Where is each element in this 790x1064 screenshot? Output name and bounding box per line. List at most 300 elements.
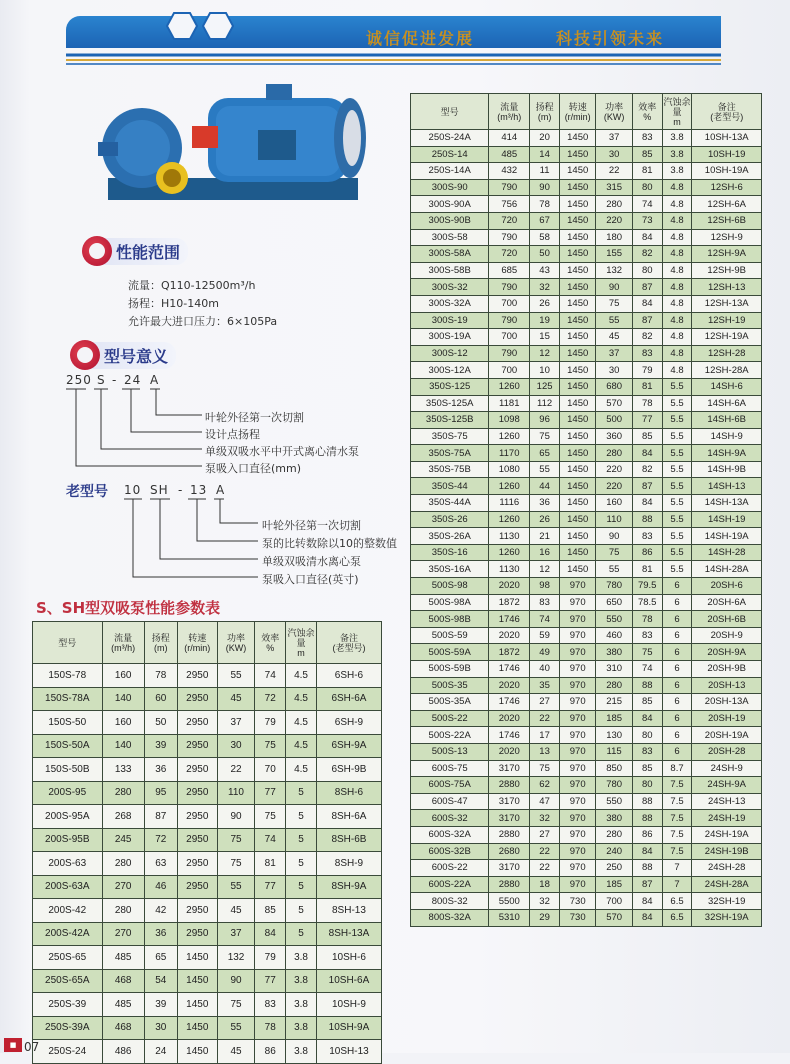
table-cell: 2950 xyxy=(177,922,217,946)
table-cell: 83 xyxy=(632,627,662,644)
table-cell: 150S-50B xyxy=(33,758,103,782)
table-cell: 7.5 xyxy=(662,843,692,860)
old-explanation: 泵吸入口直径(英寸) xyxy=(262,573,359,586)
table-cell: 81 xyxy=(632,561,662,578)
table-cell: 84 xyxy=(632,445,662,462)
table-cell: 970 xyxy=(559,860,595,877)
table-cell: 37 xyxy=(596,130,632,147)
table-cell: 970 xyxy=(559,793,595,810)
table-cell: 3.8 xyxy=(286,969,317,993)
table-cell: 5.5 xyxy=(662,445,692,462)
table-cell: 468 xyxy=(102,1016,144,1040)
circle-bullet-icon xyxy=(70,340,100,370)
table-cell: 84 xyxy=(632,909,662,926)
table-cell: 280 xyxy=(596,445,632,462)
table-cell: 1450 xyxy=(559,428,595,445)
table-cell: 130 xyxy=(596,727,632,744)
table-cell: 10SH-13A xyxy=(692,130,762,147)
table-cell: 1450 xyxy=(559,395,595,412)
table-cell: 2020 xyxy=(489,710,530,727)
table-row xyxy=(411,843,762,860)
table-cell: 13 xyxy=(530,743,560,760)
old-model-part: 13 xyxy=(190,483,208,497)
table-cell: 970 xyxy=(559,727,595,744)
table-cell: 10SH-19 xyxy=(692,146,762,163)
table-cell: 1450 xyxy=(559,345,595,362)
header-lines xyxy=(66,52,721,66)
table-cell: 700 xyxy=(489,329,530,346)
table-cell: 200S-95 xyxy=(33,781,103,805)
table-cell: 83 xyxy=(632,345,662,362)
table-cell: 300S-90 xyxy=(411,179,489,196)
table-cell: 680 xyxy=(596,378,632,395)
col-npsh: 汽蚀余量 m xyxy=(662,94,692,130)
col-model: 型号 xyxy=(411,94,489,130)
table-row xyxy=(411,262,762,279)
table-cell: 360 xyxy=(596,428,632,445)
table-cell: 55 xyxy=(530,461,560,478)
spec-head: 扬程：H10-140m xyxy=(128,297,219,310)
table-cell: 75 xyxy=(217,993,255,1017)
table-row xyxy=(33,781,382,805)
table-cell: 780 xyxy=(596,578,632,595)
table-cell: 24SH-9 xyxy=(692,760,762,777)
table-cell: 790 xyxy=(489,179,530,196)
table-cell: 220 xyxy=(596,478,632,495)
table-cell: 22 xyxy=(530,860,560,877)
table-cell: 5 xyxy=(286,899,317,923)
table-cell: 350S-44 xyxy=(411,478,489,495)
table-row xyxy=(411,461,762,478)
table-cell: 5500 xyxy=(489,893,530,910)
table-cell: 24SH-19 xyxy=(692,810,762,827)
performance-table-left xyxy=(32,621,382,1064)
col-speed: 转速 (r/min) xyxy=(177,622,217,664)
table-cell: 2880 xyxy=(489,826,530,843)
table-cell: 486 xyxy=(102,1040,144,1064)
table-cell: 200S-63 xyxy=(33,852,103,876)
table-cell: 6 xyxy=(662,694,692,711)
table-row xyxy=(33,1040,382,1064)
table-cell: 970 xyxy=(559,644,595,661)
table-cell: 78 xyxy=(255,1016,286,1040)
table-cell: 500 xyxy=(596,412,632,429)
table-cell: 72 xyxy=(144,828,177,852)
table-cell: 12SH-9A xyxy=(692,246,762,263)
table-cell: 300S-58 xyxy=(411,229,489,246)
table-cell: 1450 xyxy=(559,196,595,213)
table-cell: 600S-75 xyxy=(411,760,489,777)
table-cell: 270 xyxy=(102,922,144,946)
model-part: 250 xyxy=(66,373,92,387)
table-cell: 250S-14 xyxy=(411,146,489,163)
table-cell: 310 xyxy=(596,661,632,678)
table-cell: 87 xyxy=(632,478,662,495)
table-cell: 5 xyxy=(286,805,317,829)
table-row xyxy=(33,758,382,782)
table-cell: 1260 xyxy=(489,478,530,495)
table-cell: 12SH-6 xyxy=(692,179,762,196)
table-cell: 11 xyxy=(530,163,560,180)
page-badge-icon: ■ xyxy=(4,1038,22,1052)
table-cell: 45 xyxy=(217,1040,255,1064)
table-cell: 800S-32A xyxy=(411,909,489,926)
table-row xyxy=(411,544,762,561)
table-cell: 12SH-6B xyxy=(692,212,762,229)
table-cell: 81 xyxy=(632,378,662,395)
table-cell: 20SH-6B xyxy=(692,611,762,628)
table-cell: 30 xyxy=(596,146,632,163)
table-cell: 43 xyxy=(530,262,560,279)
table-cell: 79 xyxy=(255,711,286,735)
table-cell: 5.5 xyxy=(662,511,692,528)
table-cell: 30 xyxy=(596,362,632,379)
table-cell: 26 xyxy=(530,511,560,528)
table-cell: 300S-90A xyxy=(411,196,489,213)
table-cell: 1450 xyxy=(559,445,595,462)
table-cell: 350S-125 xyxy=(411,378,489,395)
table-cell: 300S-32A xyxy=(411,295,489,312)
table-cell: 29 xyxy=(530,909,560,926)
table-cell: 84 xyxy=(632,710,662,727)
table-cell: 1450 xyxy=(559,362,595,379)
table-cell: 6 xyxy=(662,677,692,694)
table-cell: 180 xyxy=(596,229,632,246)
table-cell: 74 xyxy=(632,196,662,213)
table-cell: 8SH-9 xyxy=(316,852,381,876)
table-cell: 970 xyxy=(559,677,595,694)
table-cell: 85 xyxy=(632,694,662,711)
table-cell: 12SH-9B xyxy=(692,262,762,279)
table-cell: 1450 xyxy=(559,478,595,495)
table-row xyxy=(33,852,382,876)
performance-range-heading: 性能范围 xyxy=(82,236,188,266)
table-cell: 468 xyxy=(102,969,144,993)
table-cell: 14SH-6 xyxy=(692,378,762,395)
table-cell: 970 xyxy=(559,843,595,860)
table-cell: 32 xyxy=(530,893,560,910)
table-cell: 790 xyxy=(489,279,530,296)
table-cell: 155 xyxy=(596,246,632,263)
table-cell: 1116 xyxy=(489,495,530,512)
table-cell: 7.5 xyxy=(662,810,692,827)
table-cell: 36 xyxy=(530,495,560,512)
table-cell: 79 xyxy=(255,946,286,970)
old-explanation: 单级双吸清水离心泵 xyxy=(262,555,361,568)
table-cell: 970 xyxy=(559,810,595,827)
table-cell: 14SH-28A xyxy=(692,561,762,578)
table-cell: 6SH-9B xyxy=(316,758,381,782)
table-cell: 850 xyxy=(596,760,632,777)
table-cell: 1181 xyxy=(489,395,530,412)
table-cell: 970 xyxy=(559,876,595,893)
table-cell: 200S-42A xyxy=(33,922,103,946)
table-cell: 1260 xyxy=(489,378,530,395)
table-cell: 7.5 xyxy=(662,793,692,810)
table-row xyxy=(33,969,382,993)
table-cell: 84 xyxy=(632,495,662,512)
table-cell: 250S-14A xyxy=(411,163,489,180)
table-cell: 500S-35A xyxy=(411,694,489,711)
table-cell: 1450 xyxy=(177,1016,217,1040)
table-cell: 1450 xyxy=(559,561,595,578)
table-cell: 24SH-13 xyxy=(692,793,762,810)
table-cell: 95 xyxy=(144,781,177,805)
table-cell: 2950 xyxy=(177,875,217,899)
table-row xyxy=(411,727,762,744)
table-cell: 60 xyxy=(144,687,177,711)
table-cell: 2880 xyxy=(489,777,530,794)
table-row xyxy=(411,528,762,545)
table-cell: 6.5 xyxy=(662,893,692,910)
table-row xyxy=(411,345,762,362)
table-row xyxy=(411,661,762,678)
table-cell: 685 xyxy=(489,262,530,279)
table-cell: 20SH-6 xyxy=(692,578,762,595)
table-cell: 1260 xyxy=(489,511,530,528)
table-cell: 35 xyxy=(530,677,560,694)
table-cell: 1450 xyxy=(177,993,217,1017)
performance-table-right xyxy=(410,93,762,927)
table-cell: 6 xyxy=(662,578,692,595)
table-cell: 2020 xyxy=(489,743,530,760)
col-flow: 流量 (m³/h) xyxy=(489,94,530,130)
table-cell: 280 xyxy=(102,852,144,876)
table-cell: 280 xyxy=(596,196,632,213)
table-cell: 133 xyxy=(102,758,144,782)
table-row xyxy=(411,478,762,495)
table-cell: 1260 xyxy=(489,428,530,445)
table-cell: 85 xyxy=(632,146,662,163)
table-cell: 250S-65A xyxy=(33,969,103,993)
table-cell: 24SH-28 xyxy=(692,860,762,877)
table-cell: 6SH-9 xyxy=(316,711,381,735)
table-row xyxy=(411,395,762,412)
table-cell: 300S-19A xyxy=(411,329,489,346)
table-cell: 83 xyxy=(632,130,662,147)
table-cell: 7.5 xyxy=(662,777,692,794)
table-cell: 7.5 xyxy=(662,826,692,843)
table-cell: 350S-26A xyxy=(411,528,489,545)
table-cell: 700 xyxy=(489,362,530,379)
table-cell: 720 xyxy=(489,246,530,263)
table-row xyxy=(411,793,762,810)
table-cell: 500S-35 xyxy=(411,677,489,694)
col-power: 功率 (KW) xyxy=(217,622,255,664)
table-cell: 12 xyxy=(530,345,560,362)
table-cell: 32SH-19 xyxy=(692,893,762,910)
table-cell: 6 xyxy=(662,611,692,628)
table-cell: 1450 xyxy=(559,295,595,312)
table-cell: 4.8 xyxy=(662,329,692,346)
table-cell: 80 xyxy=(632,262,662,279)
header-banner xyxy=(66,12,721,74)
table-cell: 3170 xyxy=(489,760,530,777)
table-cell: 26 xyxy=(530,295,560,312)
table-cell: 83 xyxy=(255,993,286,1017)
table-cell: 2950 xyxy=(177,828,217,852)
table-cell: 46 xyxy=(144,875,177,899)
table-cell: 10SH-9 xyxy=(316,993,381,1017)
table-cell: 36 xyxy=(144,758,177,782)
table-cell: 4.8 xyxy=(662,179,692,196)
table-cell: 200S-95B xyxy=(33,828,103,852)
table-cell: 4.8 xyxy=(662,229,692,246)
table-title: S、SH型双吸泵性能参数表 xyxy=(36,599,221,617)
table-cell: 75 xyxy=(255,734,286,758)
table-cell: 570 xyxy=(596,395,632,412)
table-cell: 2950 xyxy=(177,734,217,758)
table-cell: 14SH-9A xyxy=(692,445,762,462)
table-cell: 6 xyxy=(662,594,692,611)
table-cell: 6 xyxy=(662,661,692,678)
table-row xyxy=(411,644,762,661)
table-cell: 37 xyxy=(596,345,632,362)
table-row xyxy=(411,694,762,711)
table-cell: 160 xyxy=(102,664,144,688)
table-cell: 50 xyxy=(530,246,560,263)
table-cell: 380 xyxy=(596,810,632,827)
table-cell: 350S-75A xyxy=(411,445,489,462)
table-cell: 6 xyxy=(662,627,692,644)
table-cell: 20SH-9A xyxy=(692,644,762,661)
table-cell: 112 xyxy=(530,395,560,412)
table-cell: 1746 xyxy=(489,727,530,744)
table-cell: 79 xyxy=(632,362,662,379)
table-cell: 10 xyxy=(530,362,560,379)
table-cell: 2880 xyxy=(489,876,530,893)
table-cell: 5310 xyxy=(489,909,530,926)
table-row xyxy=(411,677,762,694)
table-cell: 300S-32 xyxy=(411,279,489,296)
table-cell: 5 xyxy=(286,875,317,899)
table-cell: 79.5 xyxy=(632,578,662,595)
table-row xyxy=(411,445,762,462)
table-cell: 780 xyxy=(596,777,632,794)
explanation: 单级双吸水平中开式离心清水泵 xyxy=(205,445,359,458)
table-cell: 8SH-6 xyxy=(316,781,381,805)
explanation: 叶轮外径第一次切割 xyxy=(205,411,304,424)
table-cell: 250S-39A xyxy=(33,1016,103,1040)
table-cell: 2020 xyxy=(489,627,530,644)
table-cell: 485 xyxy=(489,146,530,163)
table-row xyxy=(411,893,762,910)
table-cell: 77 xyxy=(255,969,286,993)
table-cell: 6SH-6A xyxy=(316,687,381,711)
table-cell: 87 xyxy=(632,876,662,893)
table-row xyxy=(411,710,762,727)
table-cell: 4.8 xyxy=(662,345,692,362)
table-cell: 570 xyxy=(596,909,632,926)
table-cell: 87 xyxy=(144,805,177,829)
table-cell: 970 xyxy=(559,611,595,628)
table-cell: 5 xyxy=(286,828,317,852)
table-cell: 84 xyxy=(632,295,662,312)
table-cell: 4.5 xyxy=(286,711,317,735)
table-cell: 73 xyxy=(632,212,662,229)
table-cell: 24SH-19A xyxy=(692,826,762,843)
table-cell: 115 xyxy=(596,743,632,760)
table-cell: 2950 xyxy=(177,711,217,735)
table-cell: 78 xyxy=(144,664,177,688)
table-cell: 12SH-19 xyxy=(692,312,762,329)
table-cell: 970 xyxy=(559,594,595,611)
table-cell: 27 xyxy=(530,694,560,711)
table-cell: 300S-12 xyxy=(411,345,489,362)
table-row xyxy=(411,860,762,877)
table-cell: 96 xyxy=(530,412,560,429)
table-cell: 55 xyxy=(217,875,255,899)
table-cell: 55 xyxy=(596,561,632,578)
table-cell: 1872 xyxy=(489,594,530,611)
table-cell: 150S-50 xyxy=(33,711,103,735)
table-cell: 1450 xyxy=(559,163,595,180)
table-cell: 250S-24A xyxy=(411,130,489,147)
table-cell: 18 xyxy=(530,876,560,893)
table-cell: 14SH-6A xyxy=(692,395,762,412)
table-cell: 2950 xyxy=(177,664,217,688)
table-cell: 185 xyxy=(596,876,632,893)
table-cell: 3.8 xyxy=(662,146,692,163)
table-cell: 47 xyxy=(530,793,560,810)
table-row xyxy=(411,362,762,379)
table-cell: 132 xyxy=(217,946,255,970)
table-cell: 14SH-28 xyxy=(692,544,762,561)
table-cell: 1450 xyxy=(559,528,595,545)
table-cell: 84 xyxy=(632,229,662,246)
table-cell: 27 xyxy=(530,826,560,843)
table-cell: 220 xyxy=(596,212,632,229)
table-cell: 77 xyxy=(255,875,286,899)
table-cell: 3170 xyxy=(489,793,530,810)
table-row xyxy=(33,993,382,1017)
table-cell: 20SH-13A xyxy=(692,694,762,711)
table-row xyxy=(411,760,762,777)
table-cell: 250 xyxy=(596,860,632,877)
table-cell: 90 xyxy=(530,179,560,196)
table-cell: 1746 xyxy=(489,611,530,628)
table-cell: 1170 xyxy=(489,445,530,462)
table-cell: 4.8 xyxy=(662,279,692,296)
table-cell: 44 xyxy=(530,478,560,495)
table-cell: 485 xyxy=(102,993,144,1017)
table-cell: 160 xyxy=(102,711,144,735)
table-cell: 4.5 xyxy=(286,734,317,758)
table-cell: 132 xyxy=(596,262,632,279)
table-cell: 19 xyxy=(530,312,560,329)
table-cell: 84 xyxy=(632,893,662,910)
table-row xyxy=(411,810,762,827)
table-cell: 1450 xyxy=(559,544,595,561)
table-cell: 4.5 xyxy=(286,687,317,711)
table-cell: 1746 xyxy=(489,661,530,678)
table-cell: 20SH-19 xyxy=(692,710,762,727)
table-cell: 54 xyxy=(144,969,177,993)
table-cell: 300S-90B xyxy=(411,212,489,229)
table-cell: 185 xyxy=(596,710,632,727)
table-cell: 86 xyxy=(632,826,662,843)
table-cell: 300S-58B xyxy=(411,262,489,279)
table-row xyxy=(411,279,762,296)
table-cell: 75 xyxy=(217,828,255,852)
table-cell: 81 xyxy=(632,163,662,180)
table-cell: 22 xyxy=(530,843,560,860)
table-row xyxy=(411,312,762,329)
table-cell: 600S-75A xyxy=(411,777,489,794)
old-model-part: 10 xyxy=(124,483,142,497)
table-cell: 32 xyxy=(530,279,560,296)
table-row xyxy=(33,922,382,946)
